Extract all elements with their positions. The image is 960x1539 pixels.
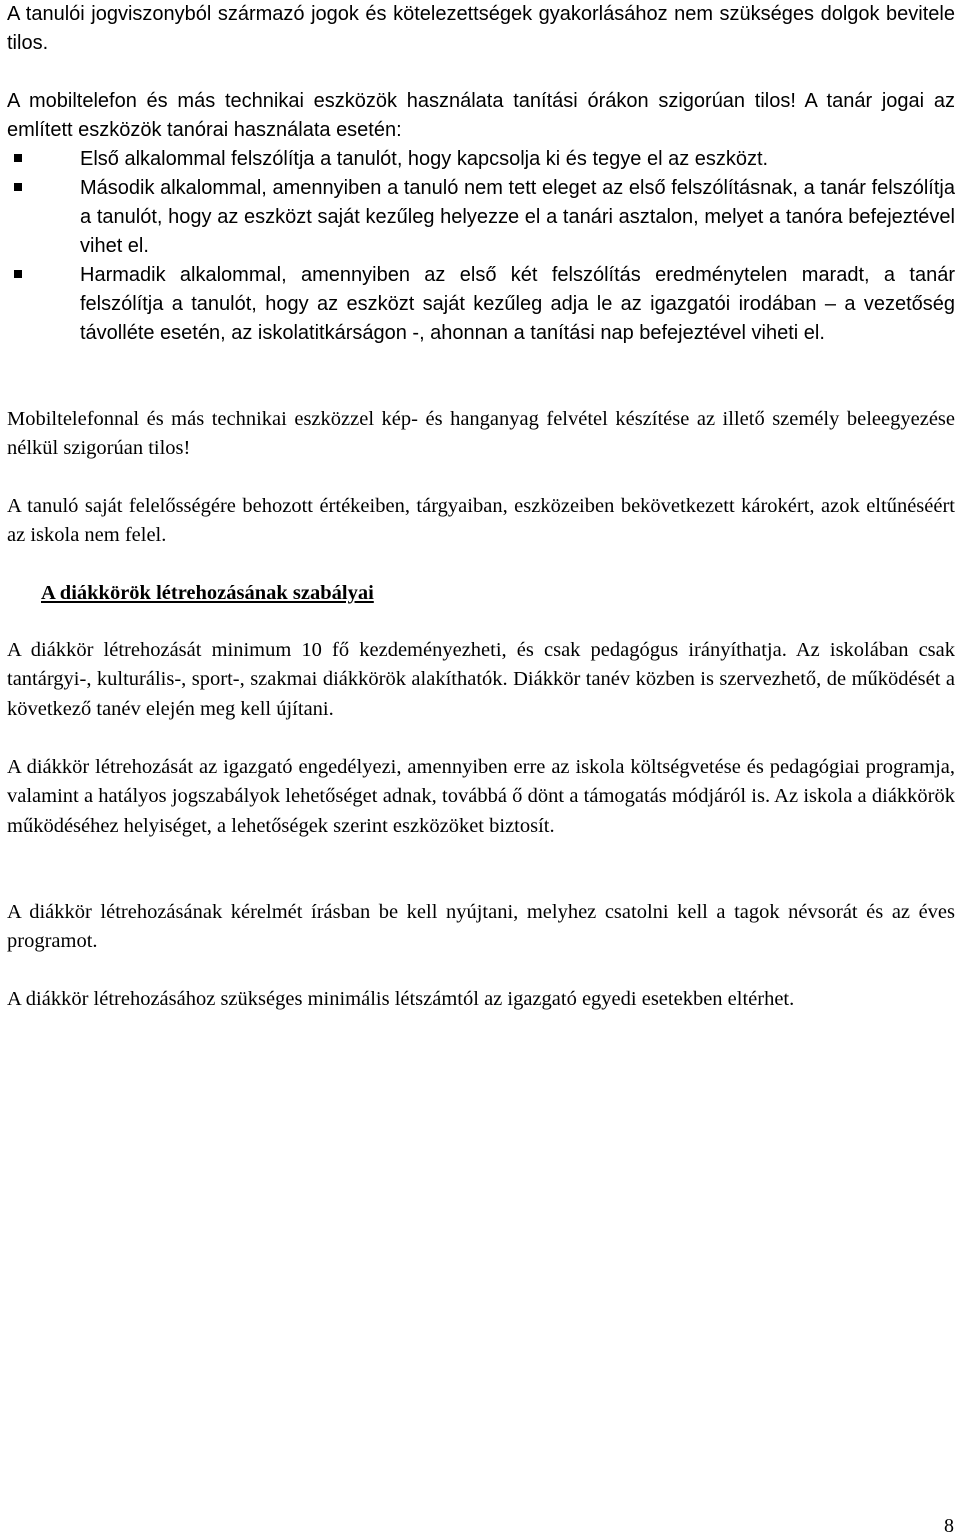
list-item [7, 174, 955, 261]
paragraph-circle-creation: A diákkör létrehozását minimum 10 fő kezdeményezheti, és csak pedagógus irányíthatja. Az iskolában csak tantárgyi-, kulturális-, sport-, szakmai diákkörök alakíthatók. Diákkör tanév közben is szervezhető, de működését a következő tanév elején meg kell újítani. [7, 639, 955, 720]
paragraph-recording: Mobiltelefonnal és más technikai eszközzel kép- és hanganyag felvétel készítése az illető személy beleegyezése nélkül szigorúan tilos! [7, 408, 955, 460]
list-item-text: Harmadik alkalommal, amennyiben az első két felszólítás eredménytelen maradt, a tanár felszólítja a tanulót, hogy az eszközt saját kezűleg adja le az igazgatói irodában – a vezetőség távolléte esetén, az iskolatitkárságon -, ahonnan a tanítási nap befejeztével viheti el. [80, 264, 955, 344]
list-item [7, 261, 955, 348]
square-bullet-icon [14, 270, 22, 278]
bullet-list [7, 145, 955, 348]
paragraph-phone-rules: A mobiltelefon és más technikai eszközök használata tanítási órákon szigorúan tilos! A tanár jogai az említett eszközök tanórai használata esetén: [7, 90, 955, 141]
paragraph-circle-exception: A diákkör létrehozásához szükséges minimális létszámtól az igazgató egyedi esetekben eltérhet. [7, 988, 795, 1010]
list-item-text: Első alkalommal felszólítja a tanulót, hogy kapcsolja ki és tegye el az eszközt. [80, 148, 769, 170]
paragraph-liability: A tanuló saját felelősségére behozott értékeiben, tárgyaiban, eszközeiben bekövetkezett károkért, azok eltűnéséért az iskola nem felel. [7, 495, 955, 547]
square-bullet-icon [14, 183, 22, 191]
paragraph-rights: A tanulói jogviszonyból származó jogok és kötelezettségek gyakorlásához nem szükséges dolgok bevitele tilos. [7, 3, 955, 54]
section-heading: A diákkörök létrehozásának szabályai [41, 582, 374, 604]
square-bullet-icon [14, 154, 22, 162]
list-item [7, 145, 955, 174]
paragraph-circle-approval: A diákkör létrehozását az igazgató engedélyezi, amennyiben erre az iskola költségvetése és pedagógiai programja, valamint a hatályos jogszabályok lehetőséget adnak, továbbá ő dönt a támogatás módjáról is. Az iskola a diákkörök működéséhez helyiséget, a lehetőségek szerint eszközöket biztosít. [7, 756, 955, 837]
paragraph-circle-request: A diákkör létrehozásának kérelmét írásban be kell nyújtani, melyhez csatolni kell a tagok névsorát és az éves programot. [7, 901, 955, 953]
page-number: 8 [944, 1515, 954, 1537]
list-item-text: Második alkalommal, amennyiben a tanuló nem tett eleget az első felszólításnak, a tanár felszólítja a tanulót, hogy az eszközt saját kezűleg helyezze el a tanári asztalon, melyet a tanóra befejeztével vihet el. [80, 177, 955, 257]
